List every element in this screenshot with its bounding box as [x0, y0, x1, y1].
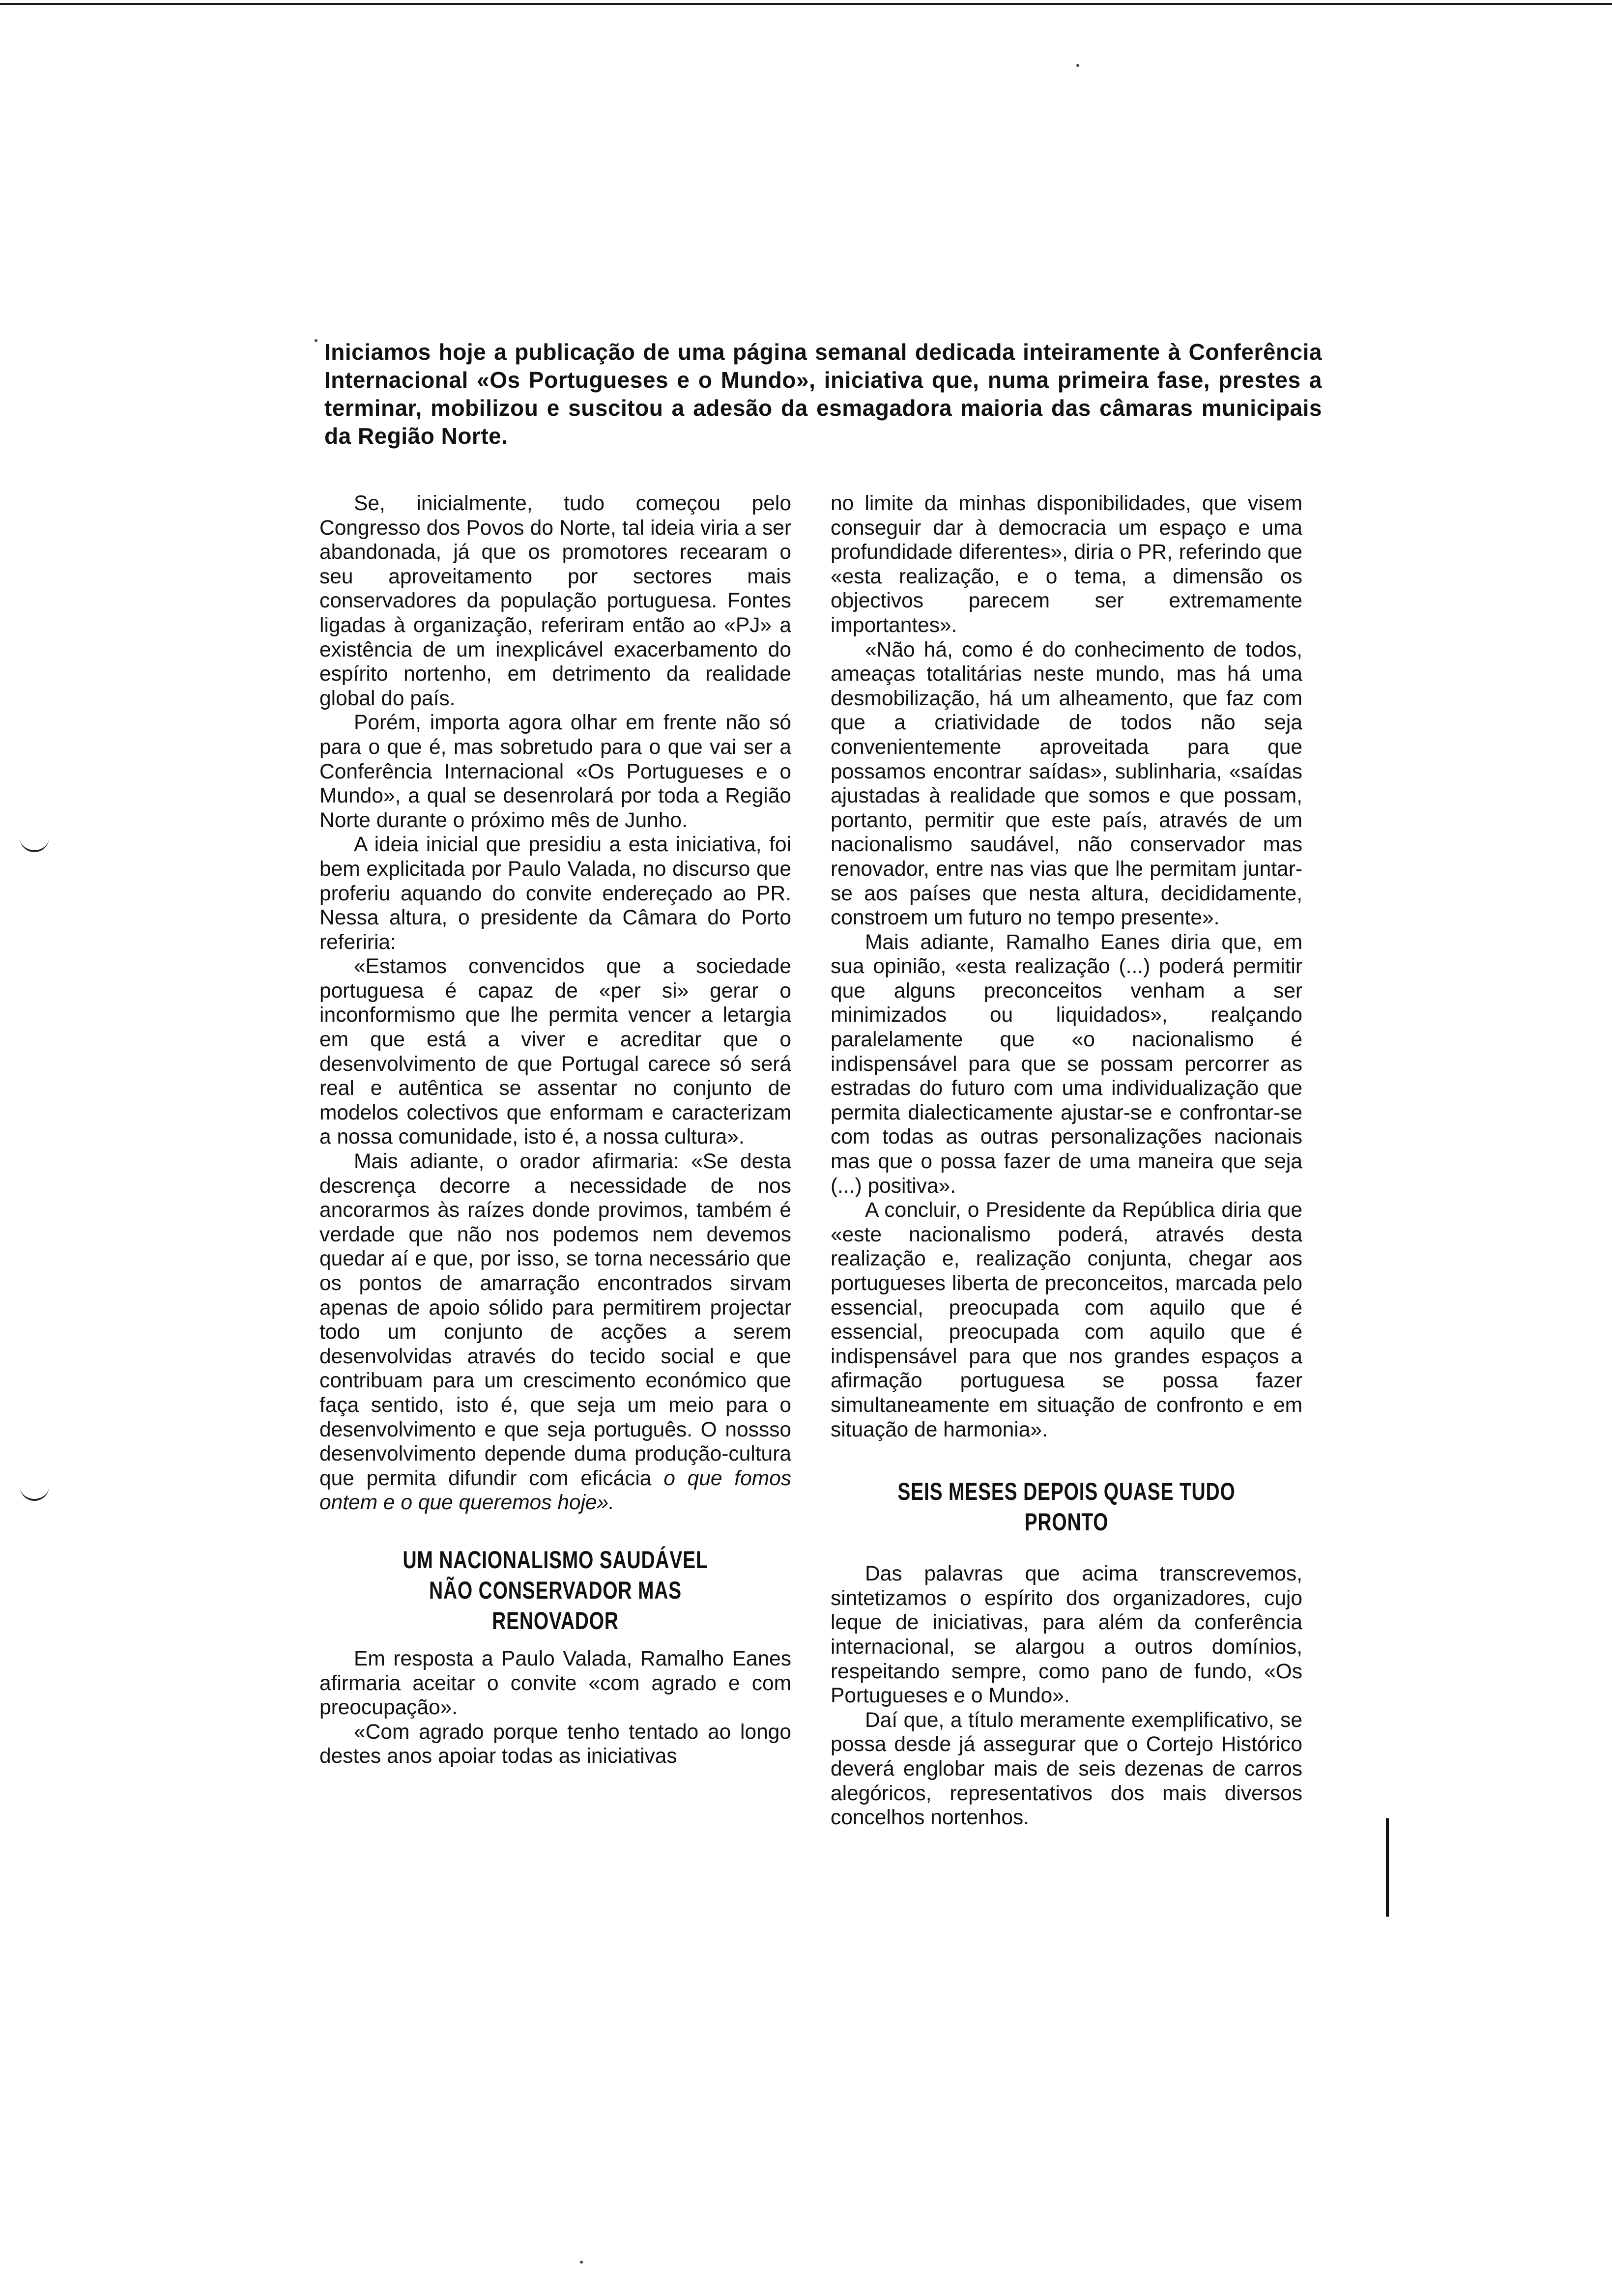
left-paragraph-6: Em resposta a Paulo Valada, Ramalho Eanes afirmaria aceitar o convite «com agrado e com preocupação».: [319, 1647, 791, 1720]
scan-speck: [1076, 64, 1079, 67]
right-column: [831, 491, 1302, 1830]
scan-speck: [315, 339, 317, 342]
subhead-nacionalismo: [372, 1545, 740, 1636]
left-paragraph-5-text: Mais adiante, o orador afirmaria: «Se desta descrença decorre a necessidade de nos ancorarmos às raízes donde provimos, também é verdade que não nos podemos nem devemos quedar aí e que, por isso, se torna necessário que os pontos de amarração encontrados sirvam apenas de apoio sólido para permitirem projectar todo um conjunto de acções a serem desenvolvidas através do tecido social e que contribuam para um crescimento económico que faça sentido, isto é, que seja um meio para o desenvolvimento e que seja português. O nossso desenvolvimento depende duma produção-cultura que permita difundir com eficácia: [319, 1150, 791, 1490]
left-paragraph-3: A ideia inicial que presidiu a esta iniciativa, foi bem explicitada por Paulo Valada, no discurso que proferiu aquando do convite endereçado ao PR. Nessa altura, o presidente da Câmara do Porto referiria:: [319, 833, 791, 954]
top-rule: [0, 3, 1612, 5]
margin-bar: [1386, 1818, 1389, 1917]
right-paragraph-3: Mais adiante, Ramalho Eanes diria que, em sua opinião, «esta realização (...) poderá permitir que alguns preconceitos venham a ser minimizados ou liquidados», realçando paralelamente que «o nacionalismo é indispensável para que se possam percorrer as estradas do futuro com uma individualização que permita dialecticamente ajustar-se e confrontar-se com todas as outras personalizações nacionais mas que o possa fazer de uma maneira que seja (...) positiva».: [831, 930, 1302, 1198]
left-column: [319, 491, 791, 1769]
left-paragraph-2: Porém, importa agora olhar em frente não só para o que é, mas sobretudo para o que vai ser a Conferência Internacional «Os Portugueses e o Mundo», a qual se desenrolará por toda a Região Norte durante o próximo mês de Junho.: [319, 711, 791, 832]
intro-paragraph: Iniciamos hoje a publicação de uma página semanal dedicada inteiramente à Conferência Internacional «Os Portugueses e o Mundo», iniciativa que, numa primeira fase, prestes a terminar, mobilizou e suscitou a adesão da esmagadora maioria das câmaras municipais da Região Norte.: [324, 339, 1322, 449]
left-paragraph-4: «Estamos convencidos que a sociedade portuguesa é capaz de «per si» gerar o inconformismo que lhe permita vencer a letargia em que está a viver e acreditar que o desenvolvimento de que Portugal carece só será real e autêntica se assentar no conjunto de modelos colectivos que enformam e caracterizam a nossa comunidade, isto é, a nossa cultura».: [319, 955, 791, 1149]
subhead-nacionalismo-line-1: UM NACIONALISMO SAUDÁVEL: [403, 1546, 708, 1574]
right-paragraph-5: Das palavras que acima transcrevemos, sintetizamos o espírito dos organizadores, cujo leque de iniciativas, para além da conferência internacional, se alargou a outros domínios, respeitando sempre, como pano de fundo, «Os Portugueses e o Mundo».: [831, 1562, 1302, 1708]
subhead-seis-meses: SEIS MESES DEPOIS QUASE TUDO PRONTO: [897, 1478, 1236, 1536]
left-paragraph-5-italic: o que fomos ontem e o que queremos hoje».: [319, 1466, 791, 1515]
scan-speck: [580, 2261, 583, 2264]
left-paragraph-5: [319, 1149, 791, 1515]
right-paragraph-2: «Não há, como é do conhecimento de todos, ameaças totalitárias neste mundo, mas há uma desmobilização, há um alheamento, que faz com que a criatividade de todos não seja convenientemente aproveitada para que possamos encontrar saídas», sublinharia, «saídas ajustadas à realidade que somos e que possam, portanto, permitir que este país, através de um nacionalismo saudável, não conservador mas renovador, entre nas vias que lhe permitam juntar-se aos países que nesta altura, decididamente, constroem um futuro no tempo presente».: [831, 638, 1302, 930]
margin-mark-1: [20, 835, 49, 852]
right-paragraph-6: Daí que, a título meramente exemplificativo, se possa desde já assegurar que o Cortejo Histórico deverá englobar mais de seis dezenas de carros alegóricos, representativos dos mais diversos concelhos nortenhos.: [831, 1708, 1302, 1830]
subhead-nacionalismo-line-2: NÃO CONSERVADOR MAS RENOVADOR: [429, 1576, 682, 1635]
left-paragraph-1: Se, inicialmente, tudo começou pelo Congresso dos Povos do Norte, tal ideia viria a ser abandonada, já que os promotores recearam o seu aproveitamento por sectores mais conservadores da população portuguesa. Fontes ligadas à organização, referiram então ao «PJ» a existência de um inexplicável exacerbamento do espírito nortenho, em detrimento da realidade global do país.: [319, 492, 791, 710]
right-paragraph-1: no limite da minhas disponibilidades, que visem conseguir dar à democracia um espaço e uma profundidade diferentes», diria o PR, referindo que «esta realização, e o tema, a dimensão os objectivos parecem ser extremamente importantes».: [831, 492, 1302, 637]
right-paragraph-4: A concluir, o Presidente da República diria que «este nacionalismo poderá, através desta realização e, realização conjunta, chegar aos portugueses liberta de preconceitos, marcada pelo essencial, preocupada com aquilo que é essencial, preocupada com aquilo que é indispensável para que nos grandes espaços a afirmação portuguesa se possa fazer simultaneamente em situação de confronto e em situação de harmonia».: [831, 1199, 1302, 1441]
left-paragraph-7: «Com agrado porque tenho tentado ao longo destes anos apoiar todas as iniciativas: [319, 1720, 791, 1768]
margin-mark-2: [20, 1484, 49, 1501]
